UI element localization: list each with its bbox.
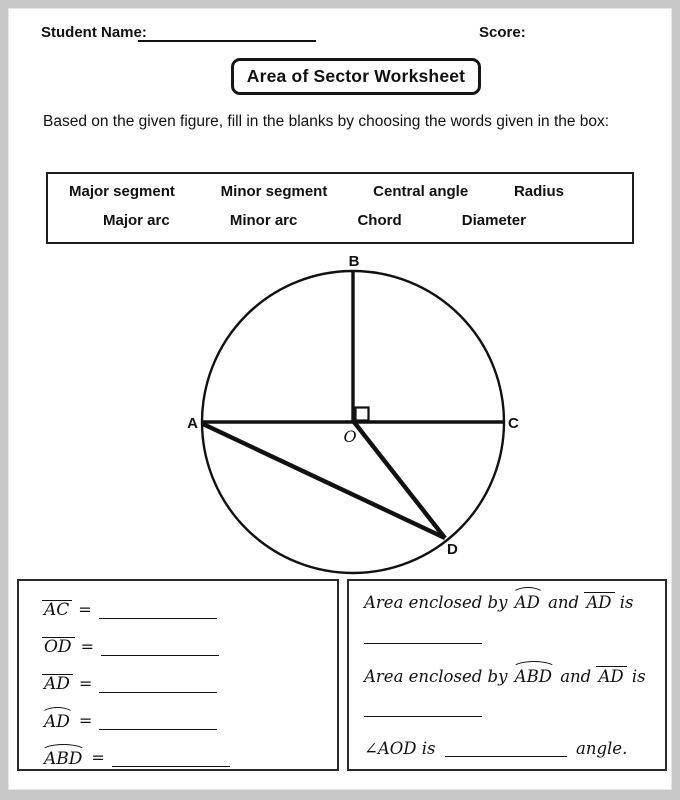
point-label-d: D	[447, 541, 458, 558]
q3-prefix: ∠AOD is	[364, 739, 436, 758]
right-angle-marker	[356, 408, 369, 421]
equals-sign: =	[78, 600, 92, 619]
answer-row-od	[42, 628, 337, 665]
answers-box	[17, 579, 339, 771]
center-label-o: O	[343, 427, 357, 446]
blank-line	[364, 631, 482, 644]
word-item-chord: Chord	[357, 212, 402, 229]
answer-blank	[99, 680, 217, 693]
word-item-radius: Radius	[513, 183, 564, 200]
question-line-2	[364, 664, 665, 689]
term-segment-ac: AC	[42, 600, 72, 620]
question-blank-1	[364, 631, 665, 645]
instruction-text: Based on the given figure, fill in the blanks by choosing the words given in the box:	[43, 113, 610, 130]
circle-diagram	[9, 251, 673, 576]
question-blank-2	[364, 704, 665, 718]
page-title: Area of Sector Worksheet	[246, 66, 466, 86]
angle-question	[364, 737, 665, 761]
word-item-minor-arc: Minor arc	[229, 212, 298, 229]
point-label-b: B	[348, 253, 360, 270]
term-segment-ad: AD	[42, 674, 73, 694]
word-item-central-angle: Central angle	[373, 183, 469, 200]
worksheet-page	[8, 8, 672, 790]
q2-suffix: is	[631, 667, 646, 686]
blank-line	[364, 704, 482, 717]
point-label-a: A	[187, 415, 198, 432]
word-item-major-segment: Major segment	[69, 183, 175, 200]
questions-box	[347, 579, 667, 771]
q1-prefix: Area enclosed by	[364, 593, 508, 612]
q2-term-segment-ad: AD	[596, 666, 626, 685]
word-item-major-arc: Major arc	[103, 212, 170, 229]
answer-row-ac	[42, 591, 337, 628]
word-item-minor-segment: Minor segment	[220, 183, 328, 200]
q1-term-arc-ad: AD	[513, 590, 543, 611]
word-item-diameter: Diameter	[461, 212, 526, 229]
point-label-c: C	[508, 415, 519, 432]
worksheet-title-box	[231, 58, 481, 95]
term-arc-abd: ABD	[42, 747, 85, 769]
answer-row-abd-arc	[42, 739, 337, 776]
answer-blank	[99, 606, 217, 619]
student-name-blank-line	[138, 23, 316, 42]
equals-sign: =	[91, 748, 105, 767]
radius-od-line	[354, 422, 445, 538]
answer-blank	[112, 754, 230, 767]
term-segment-od: OD	[42, 637, 75, 657]
question-line-1	[364, 581, 665, 615]
q1-conj: and	[548, 593, 580, 612]
blank-line	[445, 744, 567, 757]
q1-term-segment-ad: AD	[584, 592, 614, 611]
answer-blank	[99, 717, 217, 730]
word-bank-row-1	[48, 183, 632, 200]
term-arc-ad: AD	[42, 710, 73, 732]
q1-suffix: is	[619, 593, 634, 612]
q2-term-arc-abd: ABD	[513, 664, 555, 685]
word-bank-row-2	[48, 212, 632, 229]
word-bank-box	[46, 172, 634, 244]
q2-prefix: Area enclosed by	[364, 667, 508, 686]
student-name-label: Student Name:	[41, 24, 147, 41]
answer-row-ad-arc	[42, 702, 337, 739]
score-label: Score:	[479, 24, 526, 41]
equals-sign: =	[78, 711, 93, 730]
q3-suffix: angle.	[576, 739, 628, 758]
answer-blank	[101, 643, 219, 656]
answer-row-ad-segment	[42, 665, 337, 702]
equals-sign: =	[80, 637, 94, 656]
q2-conj: and	[560, 667, 592, 686]
equals-sign: =	[78, 674, 93, 693]
